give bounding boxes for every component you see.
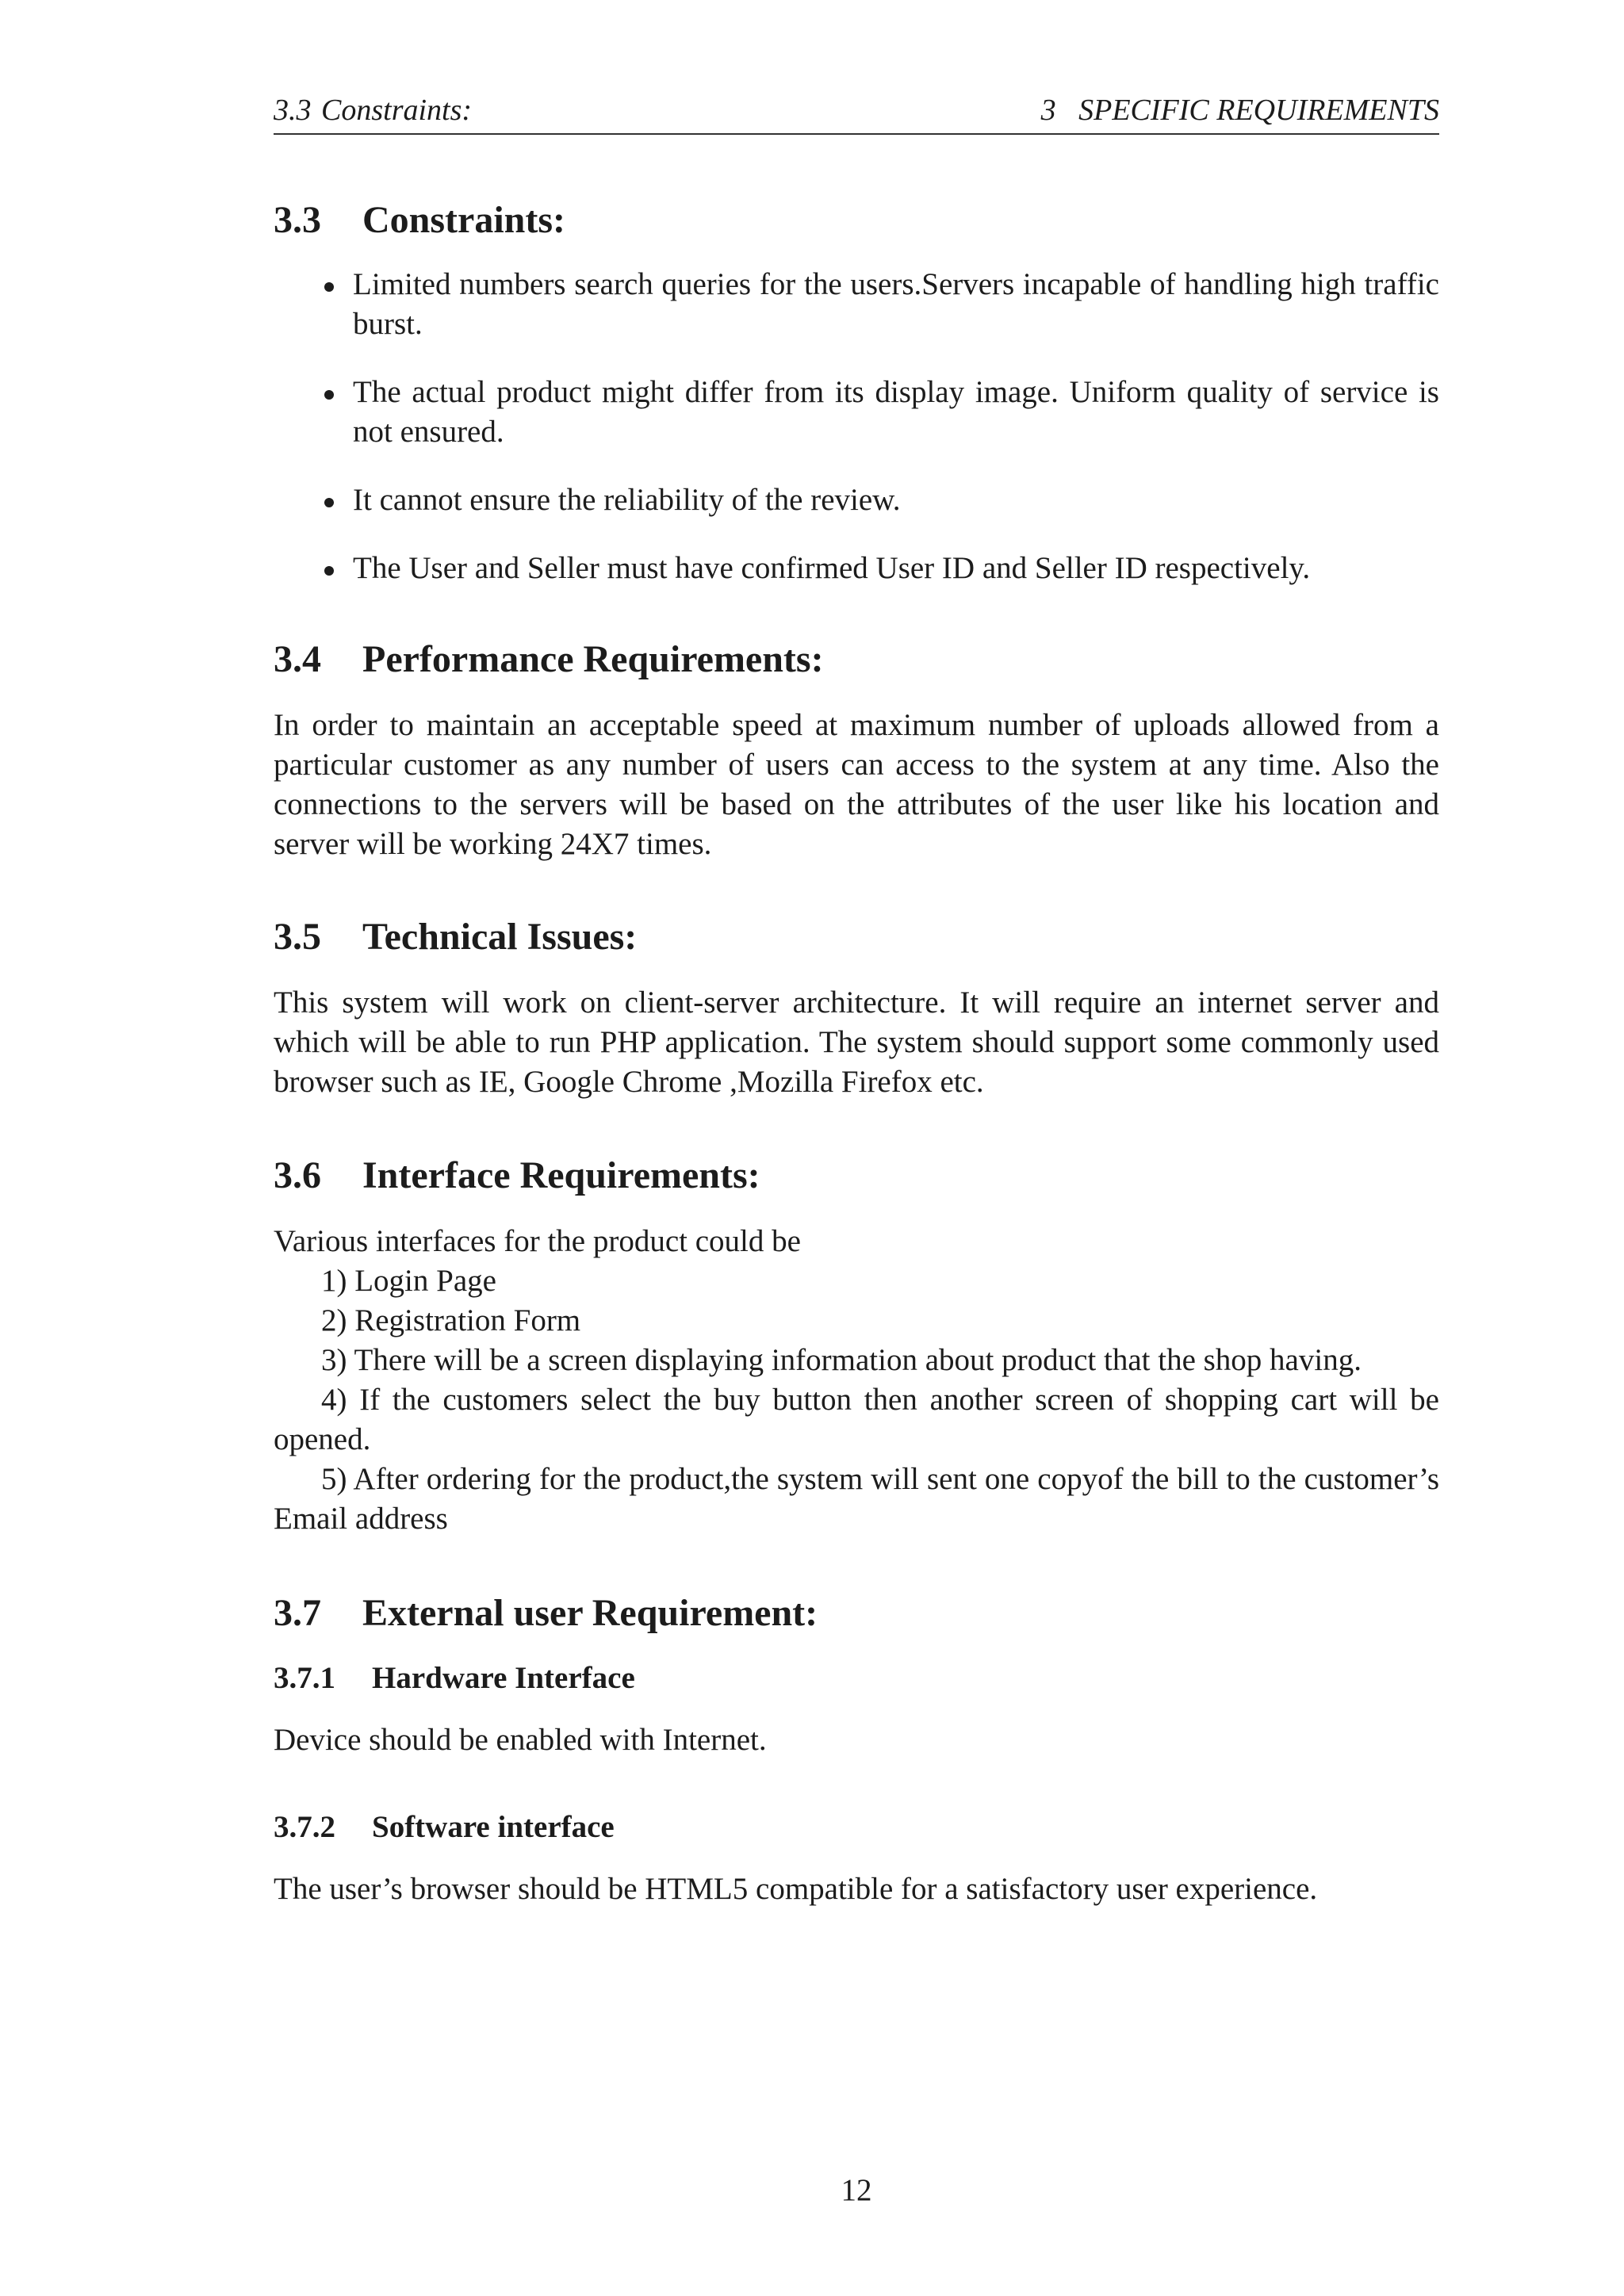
running-header-chapter-number: 3 <box>1040 94 1056 127</box>
hardware-paragraph: Device should be enabled with Internet. <box>274 1723 767 1757</box>
performance-paragraph: In order to maintain an acceptable speed at maximum number of uploads allowed from a particular customer as any number of users can access to the system at any time. Also the connections to the servers will be based on the attributes of the user like his location and server will be working 24X7 times. <box>274 708 1439 861</box>
running-header-left <box>274 87 472 133</box>
bullet-icon <box>324 390 334 400</box>
subsection-heading-hardware <box>274 1659 635 1698</box>
bullet-item <box>274 480 1439 520</box>
document-page <box>274 0 1439 2296</box>
subsection-number: 3.7.2 <box>274 1810 335 1844</box>
running-header <box>274 87 1439 135</box>
subsection-heading-software <box>274 1808 615 1847</box>
section-title: External user Requirement: <box>362 1592 818 1634</box>
section-heading-constraints <box>274 197 565 244</box>
subsection-number: 3.7.1 <box>274 1661 335 1695</box>
running-header-section-title: Constraints: <box>321 94 473 127</box>
section-heading-performance <box>274 636 824 683</box>
subsection-title: Hardware Interface <box>372 1661 635 1695</box>
running-header-chapter-title: SPECIFIC REQUIREMENTS <box>1078 94 1439 127</box>
bullet-item <box>274 373 1439 452</box>
bullet-icon <box>324 566 334 576</box>
section-number: 3.3 <box>274 199 321 241</box>
section-number: 3.7 <box>274 1592 321 1634</box>
section-number: 3.6 <box>274 1154 321 1196</box>
section-heading-external <box>274 1590 818 1637</box>
section-title: Technical Issues: <box>362 916 638 958</box>
running-header-section-number: 3.3 <box>274 94 312 127</box>
section-title: Constraints: <box>362 199 566 241</box>
subsection-title: Software interface <box>372 1810 615 1844</box>
running-header-right <box>1041 87 1439 133</box>
interface-item: 4) If the customers select the buy button then another screen of shopping cart will be opened. <box>274 1383 1439 1456</box>
bullet-item <box>274 549 1439 588</box>
section-heading-technical <box>274 913 637 961</box>
bullet-text: It cannot ensure the reliability of the review. <box>353 483 901 517</box>
page-number: 12 <box>841 2173 872 2207</box>
interface-list <box>274 1222 1439 1539</box>
bullet-text: The actual product might differ from its display image. Uniform quality of service is not ensured. <box>353 375 1439 449</box>
section-title: Interface Requirements: <box>362 1154 760 1196</box>
interface-item: 5) After ordering for the product,the system will sent one copyof the bill to the customer’s Email address <box>274 1462 1439 1536</box>
constraints-bullet-list <box>274 265 1439 617</box>
section-number: 3.5 <box>274 916 321 958</box>
bullet-icon <box>324 498 334 507</box>
section-title: Performance Requirements: <box>362 638 824 680</box>
section-heading-interface <box>274 1152 760 1200</box>
interface-item: 1) Login Page <box>321 1264 496 1298</box>
bullet-item <box>274 265 1439 344</box>
interface-item: 2) Registration Form <box>321 1303 581 1337</box>
interface-item: 3) There will be a screen displaying information about product that the shop having. <box>321 1343 1362 1377</box>
software-paragraph: The user’s browser should be HTML5 compatible for a satisfactory user experience. <box>274 1872 1318 1906</box>
interface-intro: Various interfaces for the product could be <box>274 1224 801 1258</box>
section-number: 3.4 <box>274 638 321 680</box>
bullet-icon <box>324 282 334 292</box>
bullet-text: Limited numbers search queries for the users.Servers incapable of handling high traffic burst. <box>353 267 1439 341</box>
bullet-text: The User and Seller must have confirmed User ID and Seller ID respectively. <box>353 551 1311 585</box>
technical-paragraph: This system will work on client-server architecture. It will require an internet server and which will be able to run PHP application. The system should support some commonly used browser such as IE, Google Chrome ,Mozilla Firefox etc. <box>274 985 1439 1099</box>
